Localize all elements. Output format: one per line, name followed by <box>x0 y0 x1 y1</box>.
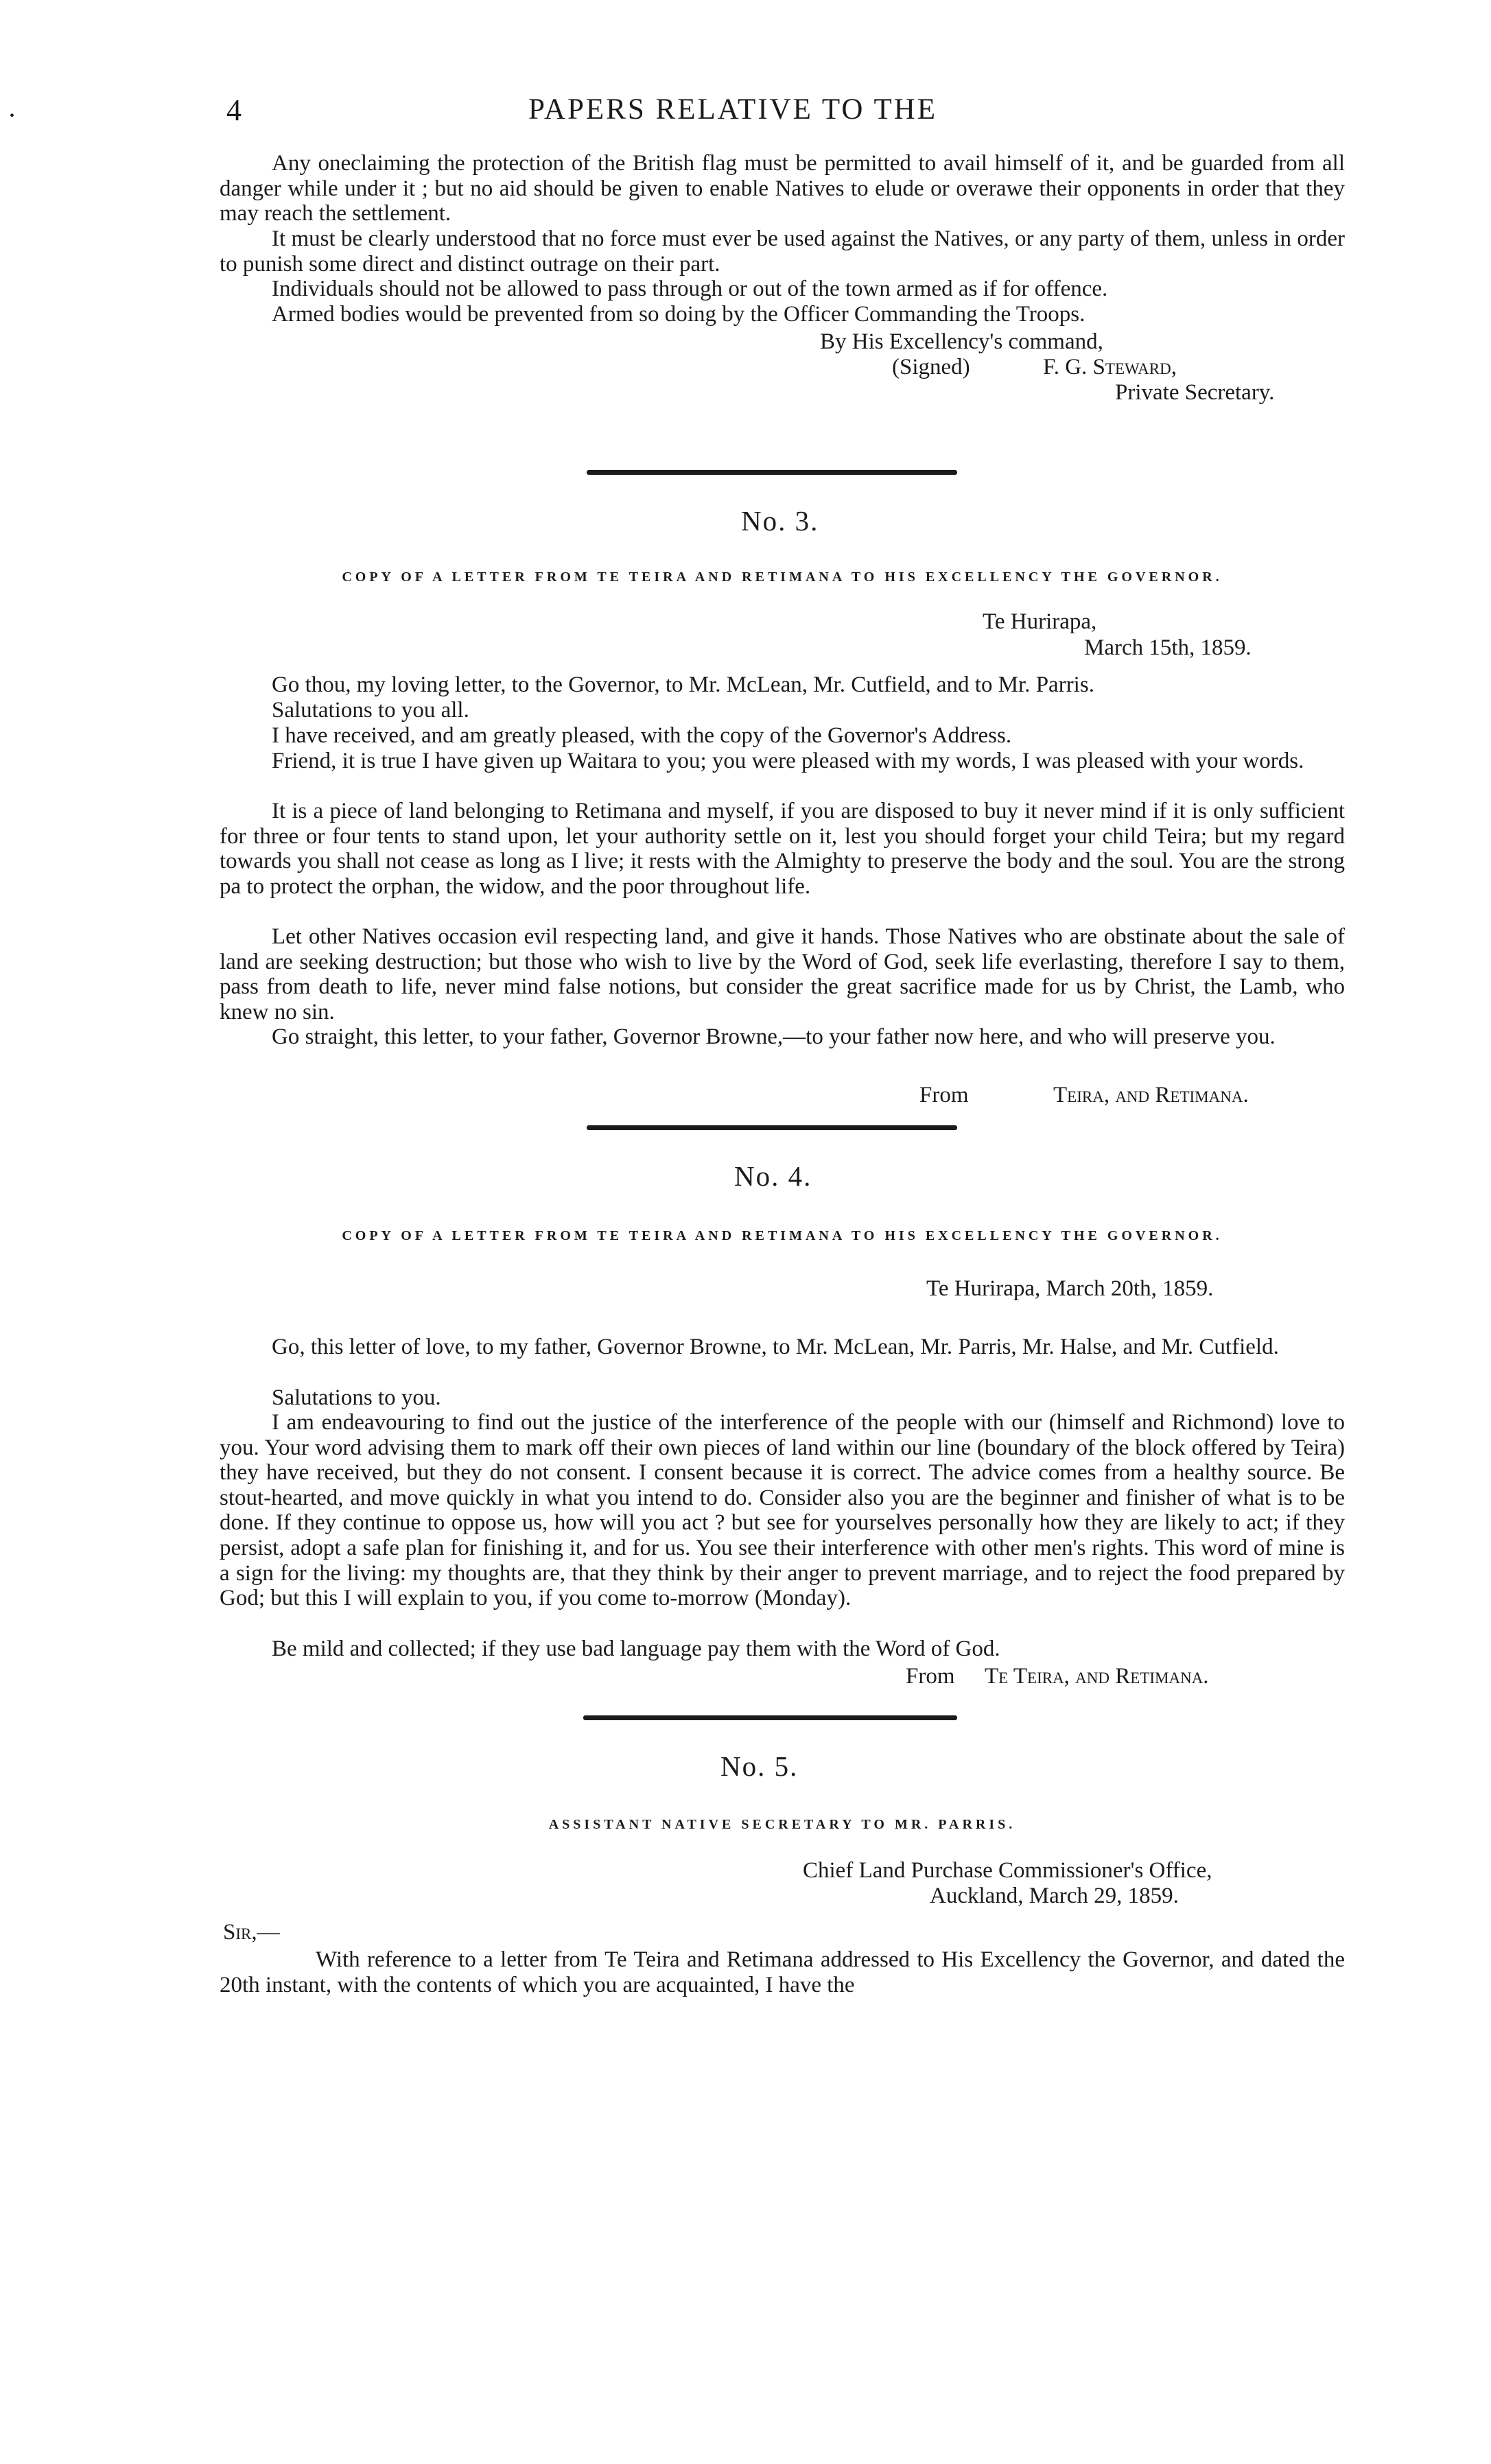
doc2-paragraph-4: Armed bodies would be prevented from so doing by the Officer Commanding the Troops. <box>272 302 1085 327</box>
doc2-paragraph-1: Any oneclaiming the protection of the British flag must be permitted to avail himself of it, and be guarded from all danger while under it ; but no aid should be given to enable Natives to elude or overawe their opponents in order that they may reach the settlement. <box>220 151 1345 226</box>
doc3-paragraph-4: Friend, it is true I have given up Waitara to you; you were pleased with my words, I was pleased with your words. <box>272 749 1304 773</box>
doc5-paragraph-1: With reference to a letter from Te Teira and Retimana addressed to His Excellency the Governor, and dated the 20th instant, with the contents of which you are acquainted, I have the <box>220 1947 1345 1997</box>
section-rule <box>583 1715 957 1720</box>
doc4-paragraph-4: Be mild and collected; if they use bad language pay them with the Word of God. <box>272 1636 1000 1661</box>
doc4-paragraph-1: Go, this letter of love, to my father, Governor Browne, to Mr. McLean, Mr. Parris, Mr. Halse, and Mr. Cutfield. <box>272 1335 1279 1359</box>
doc3-number: No. 3. <box>741 505 819 537</box>
doc2-signer-title: Private Secretary. <box>1115 380 1275 405</box>
doc2-command-line: By His Excellency's command, <box>820 329 1103 354</box>
doc3-paragraph-5: It is a piece of land belonging to Retimana and myself, if you are disposed to buy it never mind if it is only sufficient for three or four tents to stand upon, let your authority settle on it, lest you should forget your child Teira; but my regard towards you shall not cease as long as I live; it rests with the Almighty to preserve the body and the soul. You are the strong pa to protect the orphan, the widow, and the poor throughout life. <box>220 799 1345 899</box>
doc3-paragraph-7: Go straight, this letter, to your father, Governor Browne,—to your father now here, and who will preserve you. <box>272 1024 1276 1049</box>
doc2-signed-label: (Signed) <box>892 355 970 379</box>
doc3-from-label: From <box>919 1083 969 1107</box>
doc3-paragraph-6: Let other Natives occasion evil respecting land, and give it hands. Those Natives who are obstinate about the sale of land are seeking destruction; but those who wish to live by the Word of God, seek life everlasting, therefore I say to them, pass from death to life, never mind false notions, but consider the great sacrifice made for us by Christ, the Lamb, who knew no sin. <box>220 924 1345 1024</box>
section-rule <box>587 1125 957 1130</box>
doc3-paragraph-2: Salutations to you all. <box>272 698 469 723</box>
margin-mark: • <box>10 108 15 124</box>
doc5-salutation: Sir,— <box>223 1920 280 1945</box>
doc3-date: March 15th, 1859. <box>1084 635 1252 660</box>
doc3-place: Te Hurirapa, <box>983 609 1097 634</box>
section-rule <box>587 470 957 475</box>
doc5-caption: ASSISTANT NATIVE SECRETARY TO MR. PARRIS. <box>548 1817 1016 1832</box>
doc5-place-date: Auckland, March 29, 1859. <box>930 1884 1179 1908</box>
doc4-caption: COPY OF A LETTER FROM TE TEIRA AND RETIMANA TO HIS EXCELLENCY THE GOVERNOR. <box>342 1228 1223 1243</box>
doc4-from-label: From <box>906 1664 955 1689</box>
doc3-caption: COPY OF A LETTER FROM TE TEIRA AND RETIMANA TO HIS EXCELLENCY THE GOVERNOR. <box>342 570 1223 585</box>
running-title: PAPERS RELATIVE TO THE <box>528 93 938 126</box>
doc2-paragraph-2: It must be clearly understood that no force must ever be used against the Natives, or any party of them, unless in order to punish some direct and distinct outrage on their part. <box>220 226 1345 277</box>
doc5-number: No. 5. <box>720 1750 799 1782</box>
page-number: 4 <box>226 93 242 127</box>
doc2-paragraph-3: Individuals should not be allowed to pass through or out of the town armed as if for offence. <box>272 277 1108 301</box>
doc2-signer-name: F. G. Steward, <box>1043 355 1177 379</box>
doc3-paragraph-1: Go thou, my loving letter, to the Governor, to Mr. McLean, Mr. Cutfield, and to Mr. Parris. <box>272 672 1094 697</box>
doc4-paragraph-3: I am endeavouring to find out the justice of the interference of the people with our (himself and Richmond) love to you. Your word advising them to mark off their own pieces of land within our line (boundary of the block offered by Teira) they have received, but they do not consent. I consent because it is correct. The advice comes from a healthy source. Be stout-hearted, and move quickly in what you intend to do. Consider also you are the beginner and finisher of what is to be done. If they continue to oppose us, how will you act ? but see for yourselves personally how they are likely to act; if they persist, adopt a safe plan for finishing it, and for us. You see their interference with other men's rights. This word of mine is a sign for the living: my thoughts are, that they think by their anger to prevent marriage, and to reject the food prepared by God; but this I will explain to you, if you come to-morrow (Monday). <box>220 1410 1345 1611</box>
doc3-paragraph-3: I have received, and am greatly pleased, with the copy of the Governor's Address. <box>272 723 1012 748</box>
doc4-number: No. 4. <box>734 1160 812 1192</box>
doc4-paragraph-2: Salutations to you. <box>272 1385 441 1410</box>
doc5-office: Chief Land Purchase Commissioner's Office, <box>803 1858 1212 1883</box>
doc4-place-date: Te Hurirapa, March 20th, 1859. <box>926 1276 1214 1301</box>
doc3-signatories: Teira, and Retimana. <box>1053 1083 1249 1107</box>
doc4-signatories: Te Teira, and Retimana. <box>985 1664 1209 1689</box>
